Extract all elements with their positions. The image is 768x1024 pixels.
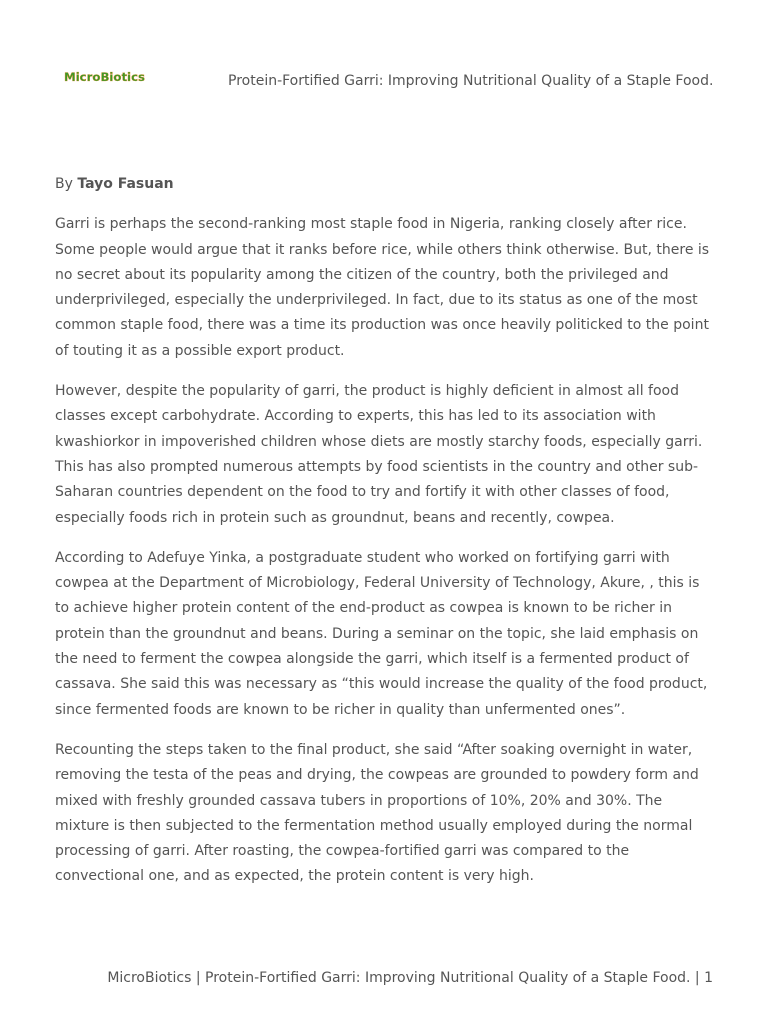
logo-text: MicroBiotics: [64, 70, 146, 84]
header-title: Protein-Fortified Garri: Improving Nutritional Quality of a Staple Food.: [228, 73, 714, 89]
paragraph-2: However, despite the popularity of garri, the product is highly deficient in almost all food classes except carbohydrate. According to experts, this has led to its association with kwashiorkor in impoverished children whose diets are mostly starchy foods, especially garri. This has also prompted numerous attempts by food scientists in the country and other sub-Saharan countries dependent on the food to try and fortify it with other classes of food, especially foods rich in protein such as groundnut, beans and recently, cowpea.: [55, 383, 703, 526]
byline: [55, 172, 715, 197]
page-footer: MicroBiotics | Protein-Fortified Garri: Improving Nutritional Quality of a Staple Food. | 1: [107, 970, 713, 986]
author-name: Tayo Fasuan: [77, 176, 174, 192]
microbiotics-logo: [64, 66, 146, 88]
microbiotics-logo-icon: [64, 66, 146, 88]
paragraph-1: Garri is perhaps the second-ranking most staple food in Nigeria, ranking closely after rice. Some people would argue that it ranks before rice, while others think otherwise. But, there is no secret about its popularity among the citizen of the country, both the privileged and underprivileged, especially the underprivileged. In fact, due to its status as one of the most common staple food, there was a time its production was once heavily politicked to the point of touting it as a possible export product.: [55, 216, 710, 359]
paragraph-3: According to Adefuye Yinka, a postgraduate student who worked on fortifying garri with cowpea at the Department of Microbiology, Federal University of Technology, Akure, , this is to achieve higher protein content of the end-product as cowpea is known to be richer in protein than the groundnut and beans. During a seminar on the topic, she laid emphasis on the need to ferment the cowpea alongside the garri, which itself is a fermented product of cassava. She said this was necessary as “this would increase the quality of the food product, since fermented foods are known to be richer in quality than unfermented ones”.: [55, 549, 708, 718]
paragraph-4: Recounting the steps taken to the final product, she said “After soaking overnight in water, removing the testa of the peas and drying, the cowpeas are grounded to powdery form and mixed with freshly grounded cassava tubers in proportions of 10%, 20% and 30%. The mixture is then subjected to the fermentation method usually employed during the normal processing of garri. After roasting, the cowpea-fortified garri was compared to the convectional one, and as expected, the protein content is very high.: [55, 741, 699, 885]
article-body: [55, 172, 715, 905]
byline-prefix: By: [55, 176, 73, 192]
